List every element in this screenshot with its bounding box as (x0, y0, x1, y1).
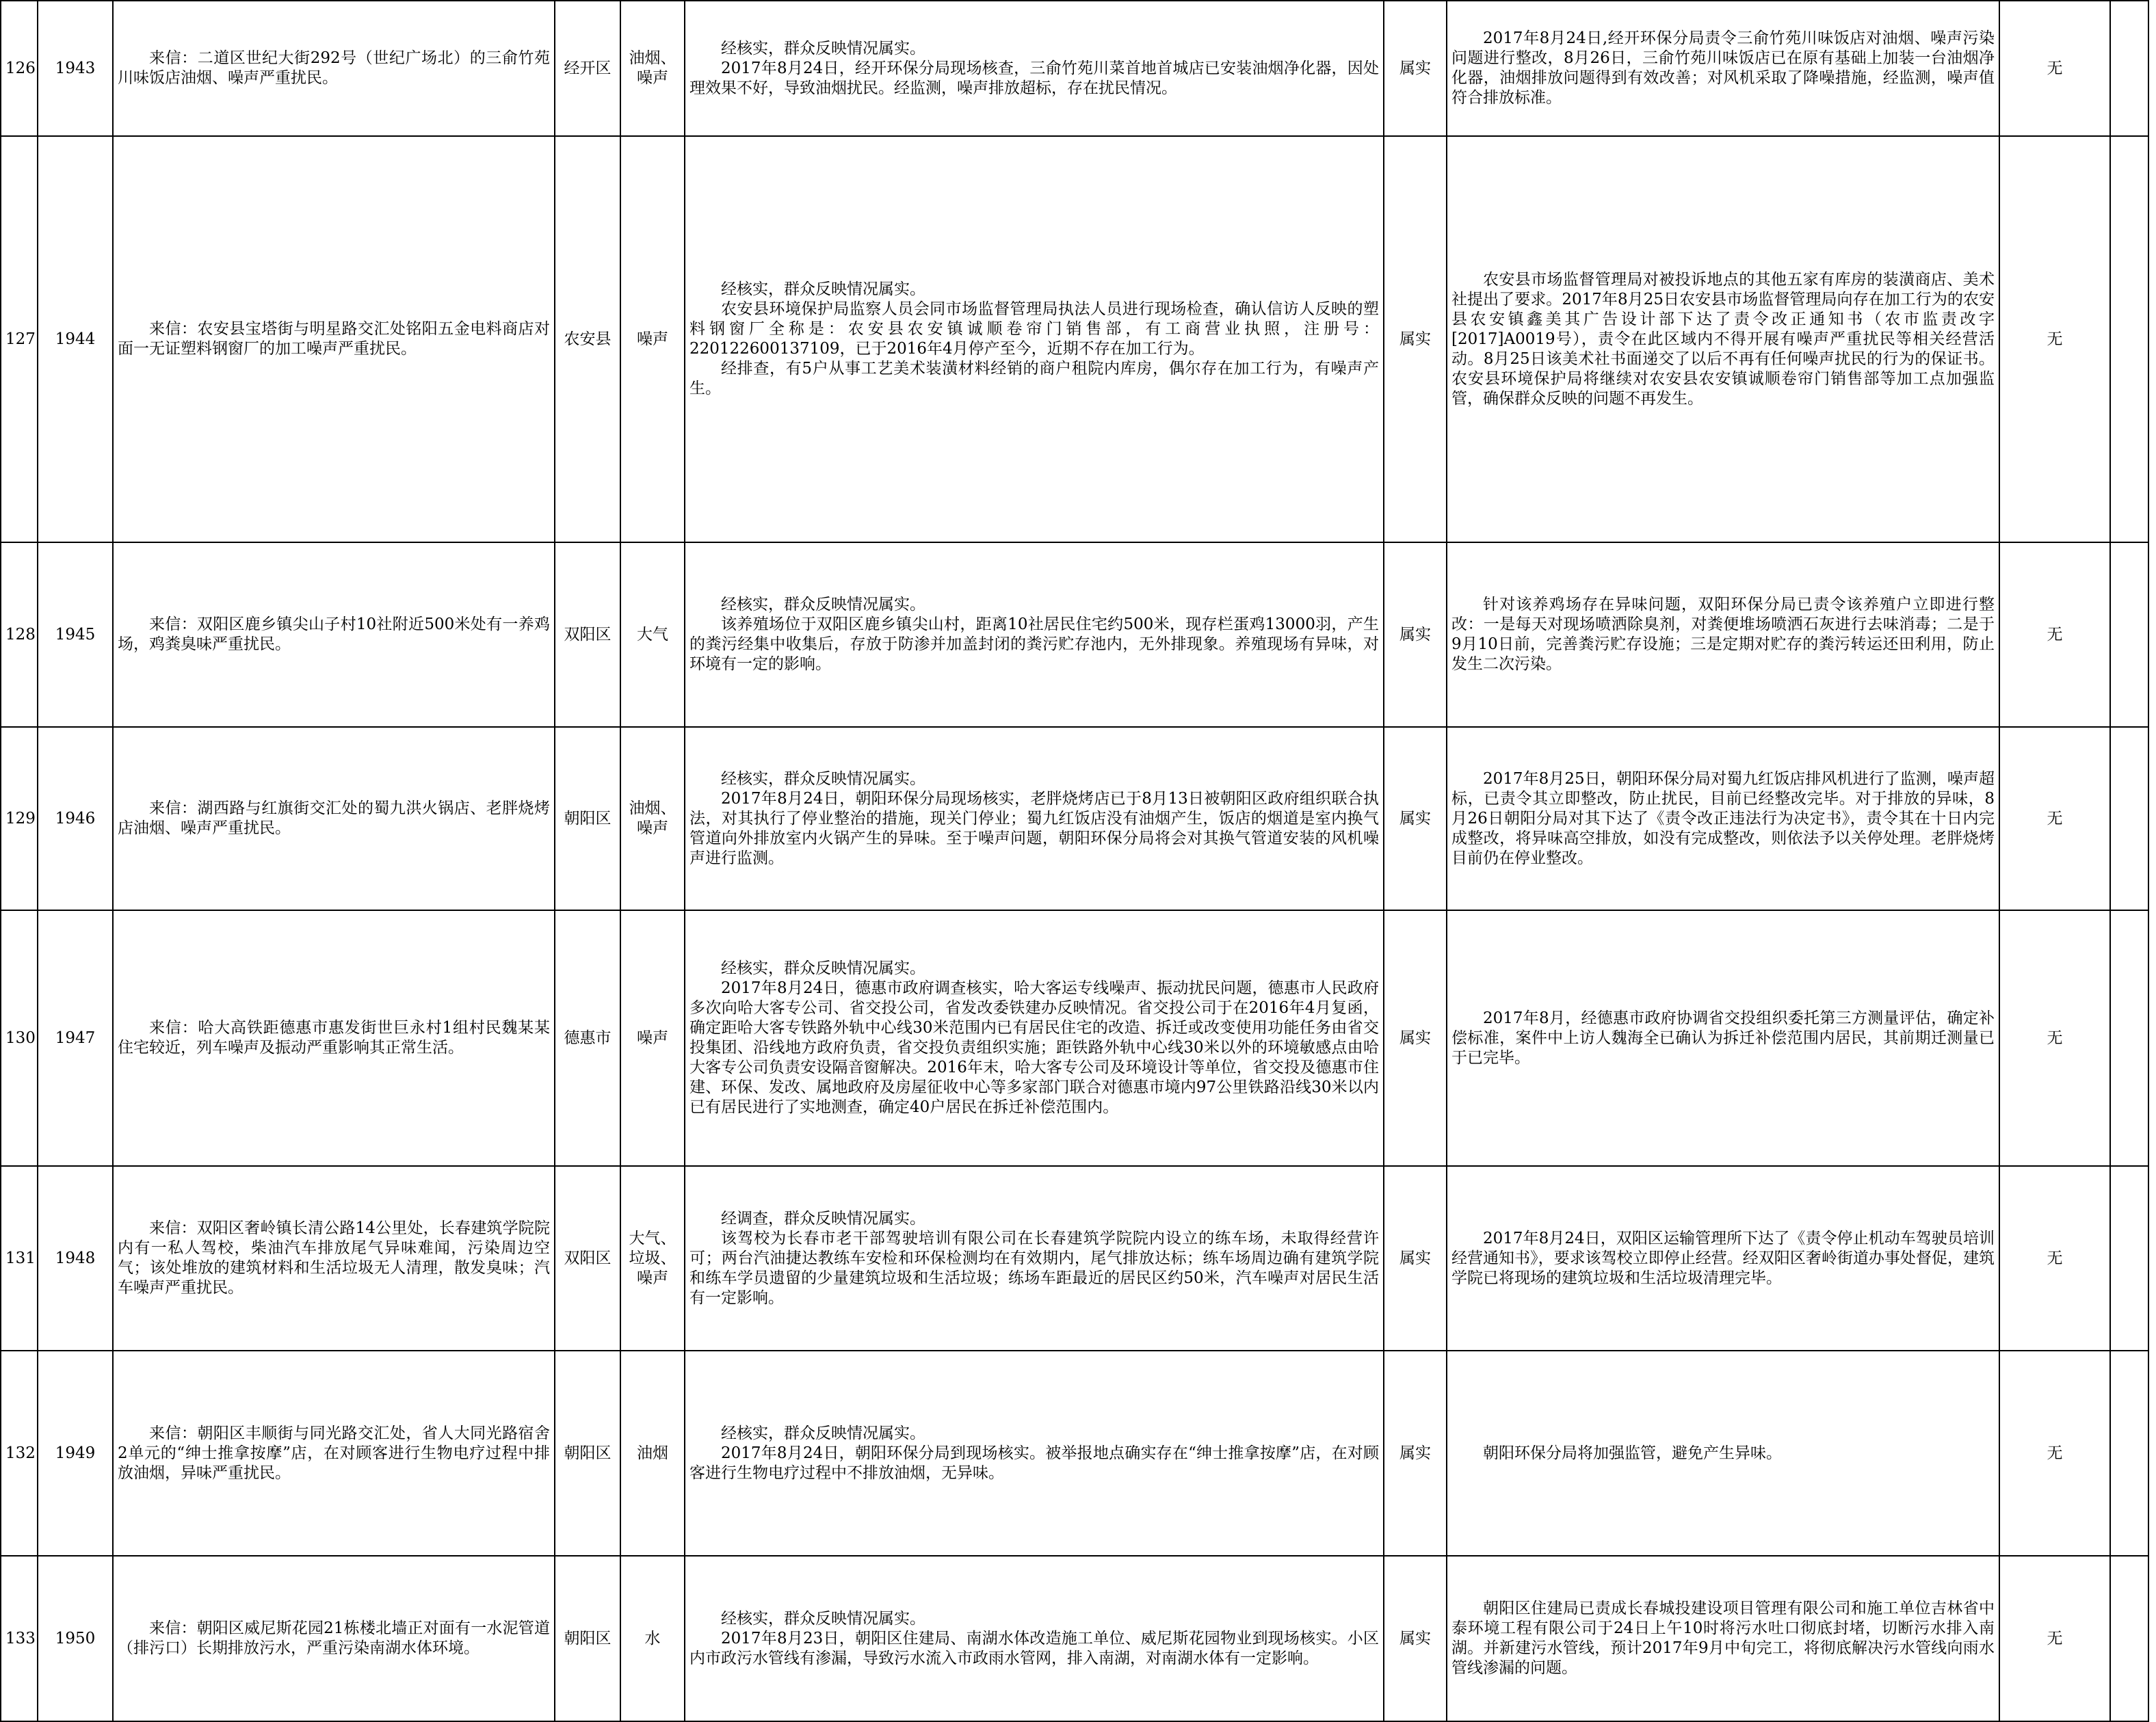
result-paragraph: 农安县市场监督管理局对被投诉地点的其他五家有库房的装潢商店、美术社提出了要求。2017年8月25日农安县市场监督管理局向存在加工行为的农安县农安镇鑫美其广告设计部下达了责令改正通知书（农市监责改字[2017]A0019号），责令在此区域内不得开展有噪声严重扰民等相关经营活动。8月25日该美术社书面递交了以后不再有任何噪声扰民的行为的保证书。农安县环境保护局将继续对农安县农安镇诚顺卷帘门销售部等加工点加强监管，确保群众反映的问题不再发生。 (1451, 270, 1995, 408)
findings-cell (685, 136, 1384, 542)
table-row (1, 1166, 2148, 1351)
complaint-text: 来信：朝阳区丰顺街与同光路交汇处，省人大同光路宿舍2单元的“绅士推拿按摩”店，在对顾客进行生物电疗过程中排放油烟，异味严重扰民。 (118, 1424, 550, 1482)
result-cell (1447, 1166, 1999, 1351)
blank-cell (2110, 1, 2148, 136)
findings-paragraph: 2017年8月24日，朝阳环保分局现场核实，老胖烧烤店已于8月13日被朝阳区政府组织联合执法，对其执行了停业整治的措施，现关门停业；蜀九红饭店没有油烟产生，饭店的烟道是室内换气管道向外排放室内火锅产生的异味。至于噪声问题，朝阳环保分局将会对其换气管道安装的风机噪声进行监测。 (689, 789, 1379, 867)
case-id: 1943 (38, 1, 113, 136)
findings-paragraph: 经核实，群众反映情况属实。 (721, 39, 925, 57)
result-paragraph: 朝阳区住建局已责成长春城投建设项目管理有限公司和施工单位吉林省中泰环境工程有限公司于24日上午10时将污水吐口彻底封堵，切断污水排入南湖。并新建污水管线，预计2017年9月中旬完工，将彻底解决污水管线向雨水管线渗漏的问题。 (1451, 1600, 1995, 1677)
findings-paragraph: 2017年8月23日，朝阳区住建局、南湖水体改造施工单位、威尼斯花园物业到现场核实。小区内市政污水管线有渗漏，导致污水流入市政雨水管网，排入南湖，对南湖水体有一定影响。 (689, 1629, 1379, 1667)
findings-paragraph: 经核实，群众反映情况属实。 (721, 959, 925, 977)
accountability: 无 (1999, 1, 2110, 136)
accountability: 无 (1999, 1351, 2110, 1556)
result-paragraph: 针对该养鸡场存在异味问题，双阳环保分局已责令该养殖户立即进行整改：一是每天对现场喷洒除臭剂，对粪便堆场喷洒石灰进行去味消毒；二是于9月10日前，完善粪污贮存设施；三是定期对贮存的粪污转运还田利用，防止发生二次污染。 (1451, 596, 1995, 673)
verdict: 属实 (1384, 727, 1447, 910)
complaint-cell (113, 727, 555, 910)
pollution-type: 大气、垃圾、噪声 (620, 1166, 685, 1351)
complaint-cell (113, 1, 555, 136)
findings-paragraph: 经核实，群众反映情况属实。 (721, 596, 925, 613)
findings-cell (685, 1166, 1384, 1351)
pollution-type: 噪声 (620, 910, 685, 1166)
row-number: 127 (1, 136, 38, 542)
district: 朝阳区 (555, 727, 620, 910)
district: 双阳区 (555, 542, 620, 727)
findings-paragraph: 2017年8月24日，经开环保分局现场核查，三俞竹苑川菜首地首城店已安装油烟净化器，因处理效果不好，导致油烟扰民。经监测，噪声排放超标，存在扰民情况。 (689, 59, 1379, 97)
table-row (1, 727, 2148, 910)
complaint-cell (113, 1351, 555, 1556)
row-number: 132 (1, 1351, 38, 1556)
case-id: 1949 (38, 1351, 113, 1556)
verdict: 属实 (1384, 136, 1447, 542)
result-cell (1447, 136, 1999, 542)
blank-cell (2110, 910, 2148, 1166)
findings-paragraph: 经核实，群众反映情况属实。 (721, 769, 925, 788)
row-number: 133 (1, 1556, 38, 1721)
accountability: 无 (1999, 136, 2110, 542)
result-paragraph: 朝阳环保分局将加强监管，避免产生异味。 (1483, 1444, 1782, 1462)
complaint-text: 来信：农安县宝塔街与明星路交汇处铭阳五金电料商店对面一无证塑料钢窗厂的加工噪声严重扰民。 (118, 320, 550, 358)
accountability: 无 (1999, 1166, 2110, 1351)
pollution-type: 油烟 (620, 1351, 685, 1556)
result-cell (1447, 910, 1999, 1166)
pollution-type: 油烟、噪声 (620, 727, 685, 910)
findings-paragraph: 经调查，群众反映情况属实。 (721, 1209, 925, 1228)
table-row (1, 542, 2148, 727)
findings-paragraph: 该养殖场位于双阳区鹿乡镇尖山村，距离10社居民住宅约500米，现存栏蛋鸡13000羽，产生的粪污经集中收集后，存放于防渗并加盖封闭的粪污贮存池内，无外排现象。养殖现场有异味，对环境有一定的影响。 (689, 615, 1379, 673)
row-number: 126 (1, 1, 38, 136)
complaint-text: 来信：哈大高铁距德惠市惠发街世巨永村1组村民魏某某住宅较近，列车噪声及振动严重影响其正常生活。 (118, 1019, 550, 1057)
result-paragraph: 2017年8月24日,经开环保分局责令三俞竹苑川味饭店对油烟、噪声污染问题进行整改，8月26日，三俞竹苑川味饭店已在原有基础上加装一台油烟净化器，油烟排放问题得到有效改善；对风机采取了降噪措施，经监测，噪声值符合排放标准。 (1451, 29, 1995, 107)
verdict: 属实 (1384, 910, 1447, 1166)
row-number: 129 (1, 727, 38, 910)
complaint-text: 来信：湖西路与红旗街交汇处的蜀九洪火锅店、老胖烧烤店油烟、噪声严重扰民。 (118, 799, 550, 837)
result-cell (1447, 1351, 1999, 1556)
findings-cell (685, 727, 1384, 910)
accountability: 无 (1999, 727, 2110, 910)
complaint-cell (113, 542, 555, 727)
verdict: 属实 (1384, 542, 1447, 727)
case-id: 1950 (38, 1556, 113, 1721)
blank-cell (2110, 727, 2148, 910)
verdict: 属实 (1384, 1166, 1447, 1351)
findings-paragraph: 经核实，群众反映情况属实。 (721, 1424, 925, 1442)
complaint-text: 来信：双阳区鹿乡镇尖山子村10社附近500米处有一养鸡场，鸡粪臭味严重扰民。 (118, 615, 550, 653)
findings-cell (685, 910, 1384, 1166)
findings-paragraph: 经核实，群众反映情况属实。 (721, 280, 925, 298)
complaint-cell (113, 1556, 555, 1721)
blank-cell (2110, 1351, 2148, 1556)
blank-cell (2110, 136, 2148, 542)
accountability: 无 (1999, 542, 2110, 727)
findings-paragraph: 经排查，有5户从事工艺美术装潢材料经销的商户租院内库房，偶尔存在加工行为，有噪声产生。 (689, 360, 1379, 397)
district: 朝阳区 (555, 1556, 620, 1721)
pollution-type: 油烟、噪声 (620, 1, 685, 136)
district: 农安县 (555, 136, 620, 542)
findings-paragraph: 2017年8月24日，朝阳环保分局到现场核实。被举报地点确实存在“绅士推拿按摩”店，在对顾客进行生物电疗过程中不排放油烟，无异味。 (689, 1444, 1379, 1482)
verdict: 属实 (1384, 1, 1447, 136)
table-body (1, 1, 2148, 1721)
findings-paragraph: 2017年8月24日，德惠市政府调查核实，哈大客运专线噪声、振动扰民问题，德惠市人民政府多次向哈大客专公司、省交投公司，省发改委铁建办反映情况。省交投公司于在2016年4月复函，确定距哈大客专铁路外轨中心线30米范围内已有居民住宅的改造、拆迁或改变使用功能任务由省交投集团、沿线地方政府负责，省交投负责组织实施；距铁路外轨中心线30米以外的环境敏感点由哈大客专公司负责安设隔音窗解决。2016年末，哈大客专公司及环境设计等单位，省交投及德惠市住建、环保、发改、属地政府及房屋征收中心等多家部门联合对德惠市境内97公里铁路沿线30米以内已有居民进行了实地测查，确定40户居民在拆迁补偿范围内。 (689, 979, 1379, 1116)
findings-paragraph: 经核实，群众反映情况属实。 (721, 1609, 925, 1628)
row-number: 128 (1, 542, 38, 727)
pollution-type: 大气 (620, 542, 685, 727)
blank-cell (2110, 542, 2148, 727)
result-cell (1447, 1, 1999, 136)
result-cell (1447, 1556, 1999, 1721)
case-id: 1947 (38, 910, 113, 1166)
findings-cell (685, 542, 1384, 727)
district: 德惠市 (555, 910, 620, 1166)
district: 双阳区 (555, 1166, 620, 1351)
verdict: 属实 (1384, 1351, 1447, 1556)
blank-cell (2110, 1556, 2148, 1721)
complaint-cell (113, 1166, 555, 1351)
result-paragraph: 2017年8月25日，朝阳环保分局对蜀九红饭店排风机进行了监测，噪声超标，已责令其立即整改，防止扰民，目前已经整改完毕。对于排放的异味，8月26日朝阳分局对其下达了《责令改正违法行为决定书》，责令其在十日内完成整改，将异味高空排放，如没有完成整改，则依法予以关停处理。老胖烧烤目前仍在停业整改。 (1451, 769, 1995, 867)
case-id: 1946 (38, 727, 113, 910)
case-id: 1944 (38, 136, 113, 542)
table-row (1, 1, 2148, 136)
result-cell (1447, 542, 1999, 727)
table-row (1, 1351, 2148, 1556)
accountability: 无 (1999, 910, 2110, 1166)
pollution-type: 水 (620, 1556, 685, 1721)
verdict: 属实 (1384, 1556, 1447, 1721)
blank-cell (2110, 1166, 2148, 1351)
complaint-text: 来信：双阳区奢岭镇长清公路14公里处，长春建筑学院院内有一私人驾校，柴油汽车排放尾气异味难闻，污染周边空气；该处堆放的建筑材料和生活垃圾无人清理，散发臭味；汽车噪声严重扰民。 (118, 1219, 550, 1297)
case-id: 1948 (38, 1166, 113, 1351)
result-cell (1447, 727, 1999, 910)
pollution-type: 噪声 (620, 136, 685, 542)
complaint-text: 来信：二道区世纪大街292号（世纪广场北）的三俞竹苑川味饭店油烟、噪声严重扰民。 (118, 49, 550, 87)
findings-paragraph: 农安县环境保护局监察人员会同市场监督管理局执法人员进行现场检查，确认信访人反映的塑料钢窗厂全称是：农安县农安镇诚顺卷帘门销售部，有工商营业执照，注册号：220122600137109，已于2016年4月停产至今，近期不存在加工行为。 (689, 300, 1379, 358)
table-row (1, 1556, 2148, 1721)
table-row (1, 910, 2148, 1166)
result-paragraph: 2017年8月24日，双阳区运输管理所下达了《责令停止机动车驾驶员培训经营通知书》，要求该驾校立即停止经营。经双阳区奢岭街道办事处督促，建筑学院已将现场的建筑垃圾和生活垃圾清理完毕。 (1451, 1229, 1995, 1287)
district: 朝阳区 (555, 1351, 620, 1556)
result-paragraph: 2017年8月，经德惠市政府协调省交投组织委托第三方测量评估，确定补偿标准，案件中上访人魏海全已确认为拆迁补偿范围内居民，其前期迁测量已于已完毕。 (1451, 1009, 1995, 1067)
findings-cell (685, 1556, 1384, 1721)
complaint-cell (113, 136, 555, 542)
complaint-cell (113, 910, 555, 1166)
row-number: 131 (1, 1166, 38, 1351)
findings-cell (685, 1, 1384, 136)
case-id: 1945 (38, 542, 113, 727)
accountability: 无 (1999, 1556, 2110, 1721)
findings-paragraph: 该驾校为长春市老干部驾驶培训有限公司在长春建筑学院院内设立的练车场，未取得经营许可；两台汽油捷达教练车安检和环保检测均在有效期内，尾气排放达标；练车场周边确有建筑学院和练车学员遗留的少量建筑垃圾和生活垃圾；练场车距最近的居民区约50米，汽车噪声对居民生活有一定影响。 (689, 1229, 1379, 1307)
table-row (1, 136, 2148, 542)
complaint-text: 来信：朝阳区威尼斯花园21栋楼北墙正对面有一水泥管道（排污口）长期排放污水，严重污染南湖水体环境。 (118, 1619, 550, 1657)
district: 经开区 (555, 1, 620, 136)
row-number: 130 (1, 910, 38, 1166)
findings-cell (685, 1351, 1384, 1556)
